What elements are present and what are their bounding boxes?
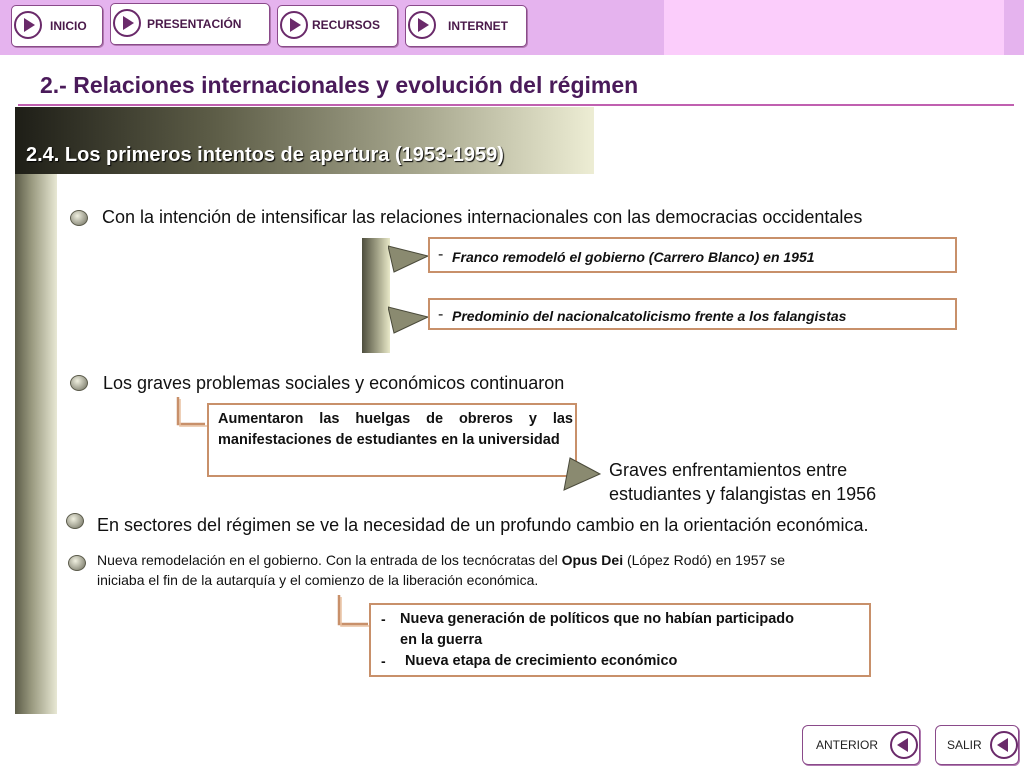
previous-button[interactable]	[802, 725, 920, 765]
nav-button-recursos[interactable]	[277, 5, 398, 47]
play-arrow-icon	[408, 11, 436, 39]
top-nav-bar-panel	[664, 0, 1004, 55]
play-arrow-icon	[280, 11, 308, 39]
point-4-box	[369, 603, 871, 677]
top-nav-bar-edge	[1004, 0, 1024, 55]
exit-label: SALIR	[947, 738, 982, 752]
exit-button[interactable]	[935, 725, 1019, 765]
title-divider	[18, 104, 1014, 106]
previous-label: ANTERIOR	[816, 738, 879, 752]
sub-dash: -	[438, 306, 444, 323]
point-2-box-text: Aumentaron las huelgas de obreros y las manifestaciones de estudiantes en la universidad	[218, 411, 573, 448]
point-3-text: En sectores del régimen se ve la necesidad de un profundo cambio en la orientación económica.	[97, 515, 869, 535]
point-1-sub-box-1	[428, 237, 957, 273]
point-2-result-line-1: Graves enfrentamientos entre	[609, 460, 848, 480]
play-arrow-icon	[113, 9, 141, 37]
box-dash: -	[381, 653, 386, 669]
point-1-sub-box-2	[428, 298, 957, 330]
elbow-connector-icon	[175, 396, 209, 430]
bullet-icon	[68, 555, 86, 571]
nav-button-internet[interactable]	[405, 5, 527, 47]
nav-label-recursos: RECURSOS	[312, 18, 381, 32]
point-4-text-c: (López Rodó) en 1957 se	[623, 552, 785, 568]
nav-button-presentacion[interactable]	[110, 3, 270, 45]
section-title: 2.4. Los primeros intentos de apertura (1953-1959)	[26, 144, 504, 166]
play-arrow-icon	[14, 11, 42, 39]
nav-button-inicio[interactable]	[11, 5, 103, 47]
bullet-icon	[70, 375, 88, 391]
point-4-text-line-2: iniciaba el fin de la autarquía y el comienzo de la liberación económica.	[97, 572, 539, 588]
nav-label-internet: INTERNET	[448, 19, 508, 33]
pointer-arrow-icon	[562, 456, 602, 492]
nav-label-presentacion: PRESENTACIÓN	[147, 17, 242, 31]
point-1-text: Con la intención de intensificar las relaciones internacionales con las democracias occidentales	[102, 207, 863, 227]
point-2-result-line-2: estudiantes y falangistas en 1956	[609, 484, 877, 504]
bullet-icon	[66, 513, 84, 529]
sub-dash: -	[438, 246, 444, 263]
point-1-sub-1-text: Franco remodeló el gobierno (Carrero Blanco) en 1951	[452, 249, 815, 265]
box-dash: -	[381, 611, 386, 627]
page-title: 2.- Relaciones internacionales y evolución del régimen	[40, 72, 639, 98]
vertical-gradient-bar	[362, 238, 390, 353]
point-1-sub-2-text: Predominio del nacionalcatolicismo frente a los falangistas	[452, 308, 847, 324]
nav-label-inicio: INICIO	[50, 19, 87, 33]
elbow-connector-icon	[336, 594, 372, 630]
sidebar-gradient-bar	[15, 174, 57, 714]
point-4-text	[97, 550, 785, 590]
opus-dei-text: Opus Dei	[561, 552, 624, 568]
point-4-box-item-1-line-2: en la guerra	[400, 632, 483, 648]
back-arrow-icon	[890, 731, 918, 759]
pointer-arrow-icon	[388, 305, 430, 335]
point-4-box-item-1-line-1: Nueva generación de políticos que no habían participado	[400, 611, 794, 627]
bullet-icon	[70, 210, 88, 226]
exit-arrow-icon	[990, 731, 1018, 759]
pointer-arrow-icon	[388, 244, 430, 274]
point-2-box	[207, 403, 577, 477]
point-2-text: Los graves problemas sociales y económicos continuaron	[103, 373, 565, 393]
point-4-text-a: Nueva remodelación en el gobierno. Con la entrada de los tecnócratas del	[97, 552, 562, 568]
point-4-box-item-2: Nueva etapa de crecimiento económico	[405, 653, 678, 669]
